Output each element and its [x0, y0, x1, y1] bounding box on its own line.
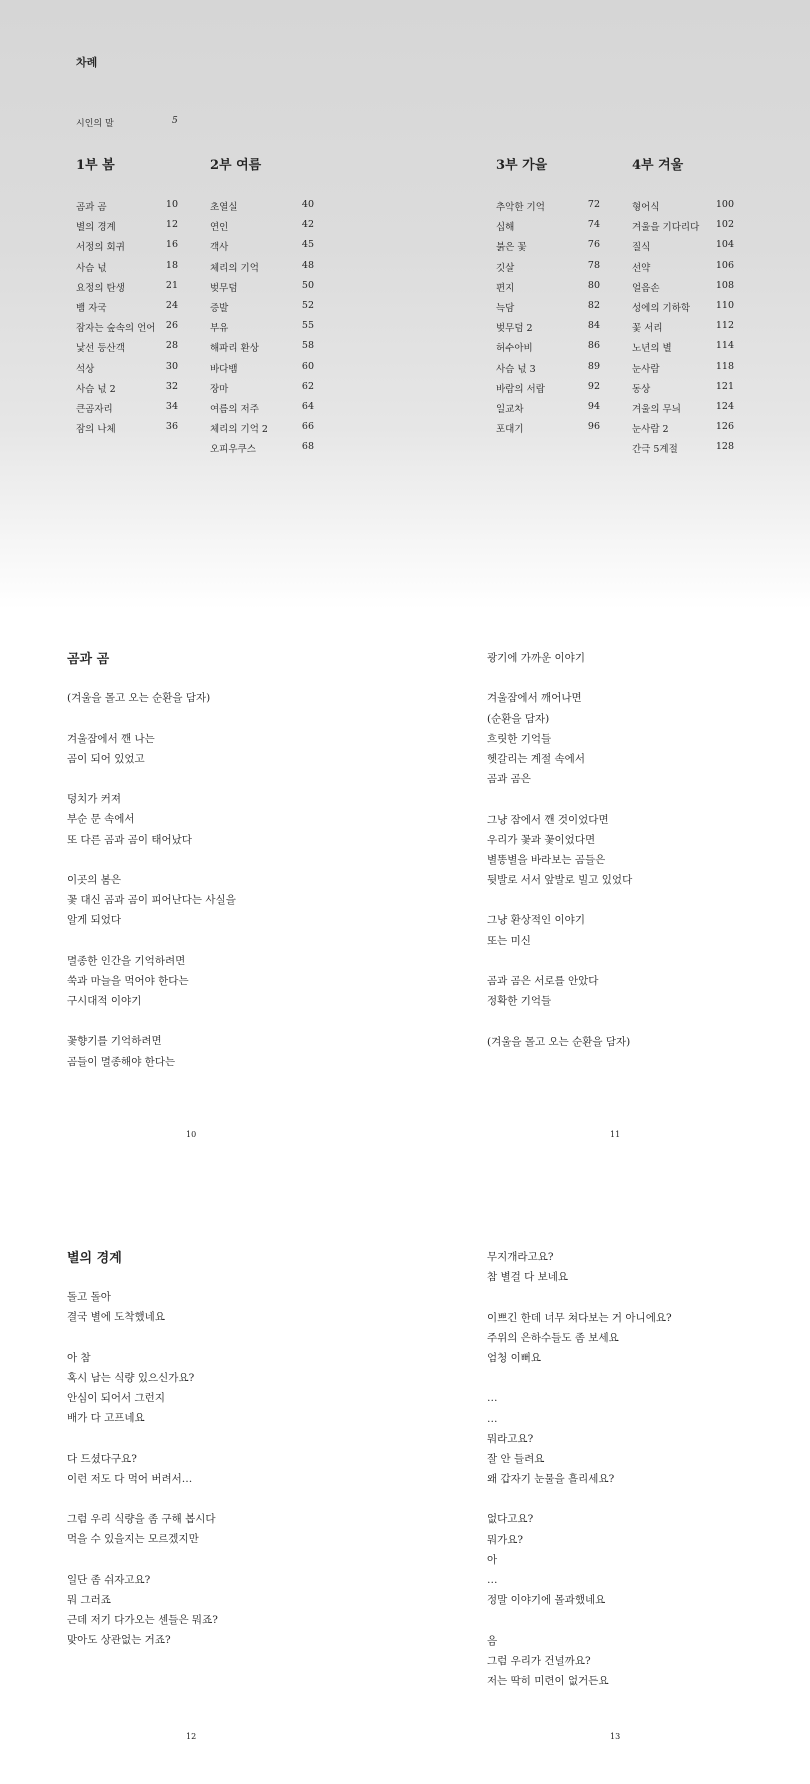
toc-part-title: 1부 봄 [76, 158, 115, 173]
toc-preface [76, 116, 178, 129]
toc-entry [496, 239, 600, 259]
stanza-break [487, 1489, 810, 1509]
toc-entry-page: 110 [715, 299, 734, 311]
poem-line: 정확한 기억들 [487, 995, 552, 1008]
toc-entry-page: 104 [715, 239, 734, 251]
poem-line: 곰이 되어 있었고 [67, 752, 145, 765]
stanza-break [487, 1610, 810, 1630]
toc-list [496, 199, 600, 441]
toc-entry-title: 잠의 나체 [76, 424, 116, 436]
toc-entry [496, 260, 600, 280]
poem-line: 알게 되었다 [67, 914, 122, 927]
stanza-break [67, 1429, 427, 1449]
toc-entry-page: 128 [715, 441, 734, 453]
toc-entry-page: 124 [715, 400, 734, 412]
stanza-break [67, 1011, 427, 1031]
toc-entry [632, 441, 734, 461]
poem-right-page [487, 648, 810, 1052]
toc-entry-title: 십해 [496, 222, 515, 234]
toc-entry-title: 꽃 서리 [632, 323, 663, 335]
toc-entry-title: 질식 [632, 242, 651, 254]
poem-line: 구시대적 이야기 [67, 995, 142, 1007]
poem-line: 부순 문 속에서 [67, 813, 135, 826]
toc-entry [632, 300, 734, 320]
toc-entry [632, 361, 734, 381]
poem-line: (순환을 담자) [487, 712, 550, 725]
toc-entry-page: 40 [301, 199, 314, 210]
poem-line: 엄청 이뻐요 [487, 1351, 542, 1364]
toc-entry-page: 68 [301, 441, 314, 453]
poem-line: 겨울잠에서 깨어나면 [487, 692, 582, 705]
toc-entry [76, 219, 178, 239]
toc-entry-page: 52 [301, 299, 314, 311]
toc-entry-title: 서정의 회귀 [76, 242, 125, 254]
stanza-break [67, 1267, 427, 1287]
poem-line: 저는 딱히 미련이 없거든요 [487, 1674, 609, 1687]
toc-entry [210, 300, 314, 320]
toc-entry [496, 280, 600, 300]
preface-page: 5 [172, 116, 178, 126]
poem-line: 아 참 [67, 1351, 91, 1364]
toc-entry-title: 초열실 [210, 202, 238, 213]
toc-entry [210, 340, 314, 360]
page-number: 11 [610, 1130, 621, 1139]
spread-1 [0, 648, 810, 1158]
toc-entry-page: 50 [301, 279, 314, 291]
toc-entry-title: 사슴 넋 [76, 262, 107, 274]
toc-entry [496, 361, 600, 381]
poem-line: 근데 저기 다가오는 센들은 뭐죠? [67, 1614, 218, 1627]
toc-entry-title: 사슴 넋 3 [496, 363, 536, 375]
toc-entry-page: 10 [165, 199, 178, 210]
toc-entry-title: 잠자는 숲속의 언어 [76, 323, 156, 335]
toc-entry [210, 421, 314, 441]
poem-line: 곰과 곰은 서로를 안았다 [487, 975, 599, 987]
page-number: 12 [186, 1732, 197, 1741]
toc-entry-page: 12 [165, 219, 178, 231]
toc-entry-page: 112 [715, 320, 734, 332]
spread-2 [0, 1247, 810, 1777]
poem-line: 그냥 환상적인 이야기 [487, 914, 585, 927]
toc-entry-title: 낯선 등산객 [76, 343, 125, 355]
toc-entry-title: 동상 [632, 383, 651, 395]
poem-line: 돌고 돌아 [67, 1291, 111, 1304]
page-number: 10 [186, 1130, 197, 1139]
poem-line: 곰들이 멸종해야 한다는 [67, 1055, 176, 1068]
poem-line: 먹을 수 있을지는 모르겠지만 [67, 1533, 199, 1546]
toc-entry-page: 58 [301, 340, 314, 352]
toc-entry-title: 형어식 [632, 202, 660, 213]
toc-entry-page: 121 [715, 380, 734, 392]
toc-entry-page: 45 [301, 239, 314, 251]
stanza-break [487, 668, 810, 688]
poem-line: 주위의 은하수들도 좀 보세요 [487, 1331, 619, 1344]
toc-entry-title: 선약 [632, 262, 651, 274]
toc-entry [496, 300, 600, 320]
toc-entry [632, 381, 734, 401]
table-of-contents [0, 0, 810, 610]
poem-line: 일단 좀 쉬자고요? [67, 1573, 151, 1586]
toc-entry [76, 199, 178, 219]
poem-line: (겨울을 몰고 오는 순환을 담자) [487, 1035, 631, 1048]
toc-entry-page: 21 [165, 279, 178, 291]
toc-entry-title: 얼음손 [632, 282, 660, 294]
poem-line: (겨울을 몰고 오는 순환을 담자) [67, 692, 211, 705]
toc-entry [76, 340, 178, 360]
poem-line: 쑥과 마늘을 먹어야 한다는 [67, 974, 189, 987]
toc-entry-page: 82 [587, 299, 600, 311]
toc-entry [210, 239, 314, 259]
toc-entry [210, 361, 314, 381]
toc-entry [632, 219, 734, 239]
toc-entry-title: 체리의 기억 2 [210, 424, 268, 436]
toc-part-title: 3부 가을 [496, 158, 548, 173]
poem-line: 무지개라고요? [487, 1251, 554, 1263]
poem-line: 뭐 그러죠 [67, 1594, 111, 1606]
toc-part-title: 4부 겨울 [632, 158, 684, 173]
toc-entry [210, 381, 314, 401]
poem-title: 별의 경계 [67, 1251, 122, 1266]
toc-entry-page: 26 [165, 320, 178, 332]
page-number: 13 [610, 1732, 621, 1741]
poem-right-page [487, 1247, 810, 1691]
poem-left-page [67, 1247, 427, 1651]
stanza-break [67, 769, 427, 789]
poem-line: 우리가 꽃과 꽃이었다면 [487, 833, 596, 846]
toc-entry-page: 42 [301, 219, 314, 231]
toc-entry [632, 260, 734, 280]
toc-part-winter [632, 154, 734, 461]
toc-entry [210, 441, 314, 461]
stanza-break [67, 1489, 427, 1509]
toc-entry-page: 100 [715, 199, 734, 210]
toc-entry-title: 장마 [210, 383, 229, 395]
toc-list [76, 199, 178, 441]
toc-entry [496, 340, 600, 360]
toc-entry-page: 18 [165, 259, 178, 271]
toc-entry [496, 199, 600, 219]
poem-line: … [487, 1574, 498, 1586]
toc-entry-title: 여름의 저주 [210, 403, 259, 415]
toc-entry [76, 239, 178, 259]
toc-entry-title: 해파리 환상 [210, 343, 259, 355]
toc-entry [76, 381, 178, 401]
poem-line: 혹시 남는 식량 있으신가요? [67, 1371, 195, 1384]
poem-line: 그냥 잠에서 깬 것이었다면 [487, 813, 609, 826]
stanza-break [67, 668, 427, 688]
toc-entry [76, 421, 178, 441]
toc-entry-page: 16 [165, 239, 178, 251]
poem-line: 곰과 곰은 [487, 773, 531, 786]
stanza-break [67, 930, 427, 950]
toc-entry-page: 102 [715, 219, 734, 231]
toc-entry [632, 340, 734, 360]
poem-line: 헷갈리는 계절 속에서 [487, 752, 585, 765]
toc-entry-title: 붉은 꽃 [496, 242, 527, 254]
toc-entry-page: 108 [715, 279, 734, 291]
toc-entry-title: 성에의 기하학 [632, 302, 691, 314]
toc-entry-page: 126 [715, 421, 734, 433]
poem-line: 정말 이야기에 몰과했네요 [487, 1594, 606, 1607]
toc-entry-title: 증발 [210, 302, 229, 314]
toc-entry [210, 320, 314, 340]
toc-entry-page: 84 [587, 320, 600, 332]
toc-entry [632, 239, 734, 259]
poem-line: 멸종한 인간을 기억하려면 [67, 954, 186, 967]
poem-line: 흐릿한 기억들 [487, 732, 552, 745]
toc-entry-page: 32 [165, 380, 178, 392]
stanza-break [67, 1328, 427, 1348]
toc-entry [210, 280, 314, 300]
toc-entry-page: 66 [301, 421, 314, 433]
toc-entry-page: 28 [165, 340, 178, 352]
poem-line: 배가 다 고프네요 [67, 1412, 145, 1425]
poem-line: 왜 갑자기 눈물을 흘리세요? [487, 1473, 615, 1486]
stanza-break [487, 789, 810, 809]
toc-entry-page: 80 [587, 279, 600, 291]
poem-line: 이곳의 봄은 [67, 873, 122, 886]
poem-line: … [487, 1412, 498, 1425]
toc-entry-page: 114 [715, 340, 734, 352]
poem-line: 그럼 우리 식량을 좀 구해 봅시다 [67, 1513, 216, 1526]
toc-list [632, 199, 734, 461]
toc-entry [76, 361, 178, 381]
toc-entry-page: 60 [301, 360, 314, 372]
poem-line: … [487, 1392, 498, 1405]
toc-entry-title: 별의 경계 [76, 222, 116, 234]
toc-entry [210, 219, 314, 239]
poem-line: 다 드셨다구요? [67, 1452, 137, 1465]
toc-entry-title: 추악한 기억 [496, 202, 545, 213]
toc-entry-title: 편지 [496, 282, 515, 294]
toc-entry-page: 55 [301, 320, 314, 332]
stanza-break [67, 708, 427, 728]
toc-entry-title: 일교차 [496, 403, 524, 415]
toc-entry [496, 401, 600, 421]
toc-entry-title: 사슴 넋 2 [76, 383, 116, 395]
toc-entry-title: 오피우쿠스 [210, 444, 256, 456]
toc-list [210, 199, 314, 461]
toc-entry [76, 300, 178, 320]
toc-entry [632, 421, 734, 441]
stanza-break [487, 890, 810, 910]
toc-entry-title: 요정의 탄생 [76, 282, 125, 294]
toc-entry [496, 421, 600, 441]
toc-entry-page: 92 [587, 380, 600, 392]
stanza-break [487, 1011, 810, 1031]
poem-line: 이쁘긴 한데 너무 쳐다보는 거 아니에요? [487, 1311, 672, 1324]
poem-title: 곰과 곰 [67, 652, 110, 667]
toc-entry-title: 석상 [76, 363, 95, 375]
toc-entry-title: 벚무덤 [210, 282, 238, 294]
toc-entry-page: 36 [165, 421, 178, 433]
toc-entry [76, 401, 178, 421]
toc-entry [632, 401, 734, 421]
poem-line: 음 [487, 1634, 498, 1647]
stanza-break [487, 1368, 810, 1388]
toc-entry [76, 280, 178, 300]
toc-entry [632, 199, 734, 219]
toc-entry-title: 깃살 [496, 262, 515, 274]
toc-entry-page: 30 [165, 360, 178, 372]
poem-line: 겨울잠에서 깬 나는 [67, 732, 155, 745]
poem-line: 안심이 되어서 그런지 [67, 1392, 165, 1405]
toc-entry [496, 381, 600, 401]
stanza-break [487, 951, 810, 971]
toc-entry-page: 94 [587, 400, 600, 412]
toc-entry-title: 벚무덤 2 [496, 323, 533, 335]
toc-entry-title: 곰과 곰 [76, 202, 107, 213]
poem-line: 맞아도 상관없는 거죠? [67, 1634, 171, 1647]
toc-entry-page: 78 [587, 259, 600, 271]
toc-entry-page: 24 [165, 299, 178, 311]
stanza-break [67, 1550, 427, 1570]
toc-entry [210, 401, 314, 421]
poem-line: 별똥별을 바라보는 곰들은 [487, 853, 606, 866]
toc-entry-title: 바람의 서랍 [496, 383, 545, 395]
poem-line: 참 별걸 다 보네요 [487, 1271, 569, 1284]
toc-entry-title: 간극 5계절 [632, 444, 678, 456]
toc-entry-title: 체리의 기억 [210, 262, 259, 274]
poem-line: 꽃 대신 곰과 곰이 피어난다는 사실을 [67, 894, 236, 907]
poem-line: 꽃향기를 기억하려면 [67, 1035, 162, 1048]
toc-entry-title: 바다뱀 [210, 363, 238, 375]
toc-entry-page: 76 [587, 239, 600, 251]
poem-line: 또 다른 곰과 곰이 태어났다 [67, 833, 192, 846]
toc-entry [632, 320, 734, 340]
stanza-break [67, 850, 427, 870]
toc-entry-title: 노년의 별 [632, 343, 672, 355]
toc-entry-page: 86 [587, 340, 600, 352]
toc-entry-page: 64 [301, 400, 314, 412]
toc-entry-title: 큰곰자리 [76, 403, 113, 415]
toc-entry [76, 320, 178, 340]
poem-line: 없다고요? [487, 1513, 534, 1526]
toc-entry-title: 겨울의 무늬 [632, 403, 681, 415]
toc-entry-title: 겨울을 기다리다 [632, 222, 700, 234]
poem-line: 아 [487, 1553, 498, 1566]
toc-entry [632, 280, 734, 300]
toc-entry-title: 포대기 [496, 424, 524, 436]
toc-part-spring [76, 154, 178, 441]
toc-entry [210, 260, 314, 280]
toc-entry-page: 62 [301, 380, 314, 392]
stanza-break [487, 1287, 810, 1307]
toc-entry-page: 72 [587, 199, 600, 210]
toc-entry-title: 부유 [210, 323, 229, 335]
toc-entry-title: 뱀 자국 [76, 302, 107, 314]
poem-line: 뭐가요? [487, 1533, 524, 1546]
toc-entry [210, 199, 314, 219]
poem-line: 그럼 우리가 건널까요? [487, 1654, 591, 1667]
toc-entry-title: 눈사람 2 [632, 424, 669, 436]
toc-entry-title: 눈사람 [632, 363, 660, 375]
preface-title: 시인의 말 [76, 119, 114, 129]
toc-entry-page: 34 [165, 400, 178, 412]
poem-line: 뭐라고요? [487, 1432, 534, 1445]
poem-line: 뒷발로 서서 앞발로 빌고 있었다 [487, 874, 633, 887]
toc-entry-page: 106 [715, 259, 734, 271]
toc-entry-page: 48 [301, 259, 314, 271]
toc-part-autumn [496, 154, 600, 441]
poem-line: 잘 안 들려요 [487, 1452, 545, 1465]
toc-entry [496, 320, 600, 340]
toc-title: 차례 [76, 56, 98, 69]
toc-entry-page: 118 [715, 360, 734, 372]
poem-line: 덩치가 커져 [67, 793, 122, 806]
toc-entry [76, 260, 178, 280]
toc-entry-title: 늑담 [496, 302, 515, 314]
toc-part-summer [210, 154, 314, 461]
toc-entry-page: 89 [587, 360, 600, 372]
toc-entry-title: 허수아비 [496, 343, 533, 355]
poem-left-page [67, 648, 427, 1072]
toc-part-title: 2부 여름 [210, 158, 262, 173]
toc-entry-title: 연인 [210, 222, 229, 234]
poem-line: 이런 저도 다 먹어 버려서… [67, 1472, 193, 1485]
toc-entry-page: 96 [587, 421, 600, 433]
toc-entry [496, 219, 600, 239]
toc-entry-title: 객사 [210, 242, 229, 254]
poem-line: 광기에 가까운 이야기 [487, 652, 585, 664]
poem-line: 결국 별에 도착했네요 [67, 1311, 165, 1324]
toc-entry-page: 74 [587, 219, 600, 231]
poem-line: 또는 미신 [487, 934, 531, 947]
